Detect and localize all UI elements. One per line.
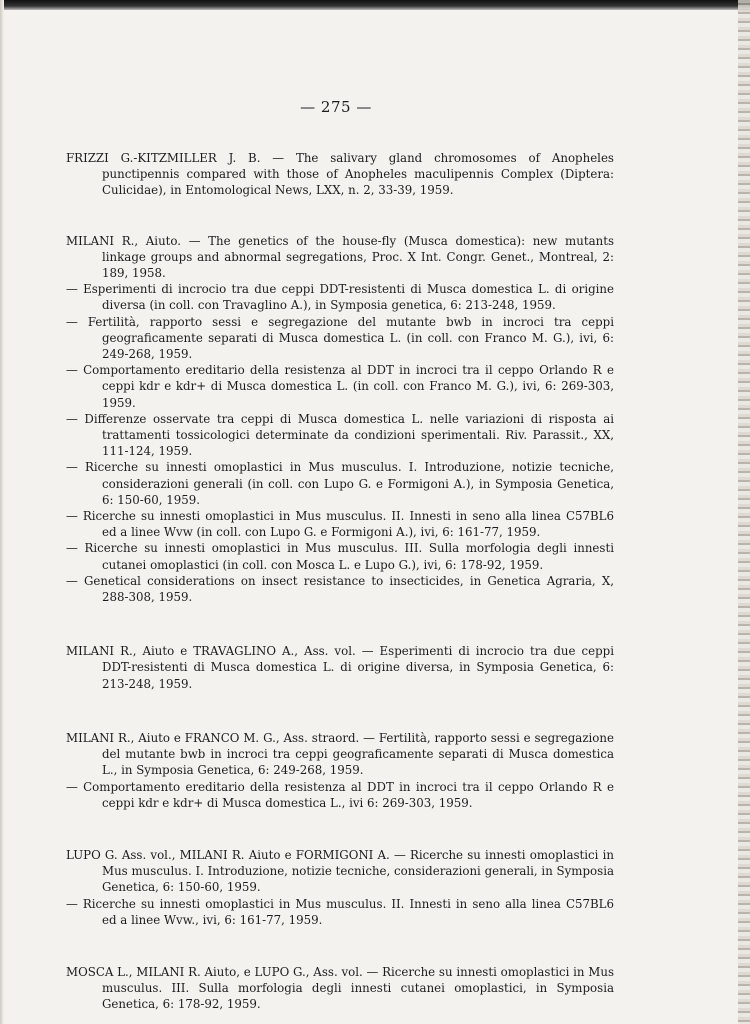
citation: MILANI R., Aiuto. — The genetics of the house-fly (Musca domestica): new mutants linkage groups and abnormal segregations, Proc. X Int. Congr. Genet., Montreal, 2: 189, 1958.: [66, 233, 614, 281]
citation: — Esperimenti di incrocio tra due ceppi DDT-resistenti di Musca domestica L. di origine diversa (in coll. con Travaglino A.), in Symposia genetica, 6: 213-248, 1959.: [66, 282, 614, 313]
citation: — Ricerche su innesti omoplastici in Mus musculus. I. Introduzione, notizie tecniche, considerazioni generali (in coll. con Lupo G. e Formigoni A.), in Symposia Genetica, 6: 150-60, 1959.: [66, 460, 614, 507]
scan-left-edge: [0, 0, 4, 1024]
bibliography-entry-mosca: [66, 964, 614, 1013]
bibliography-list: [66, 150, 614, 1013]
citation: — Ricerche su innesti omoplastici in Mus musculus. II. Innesti in seno alla linea C57BL6 ed a linee Wvw (in coll. con Lupo G. e Formigoni A.), ivi, 6: 161-77, 1959.: [66, 509, 614, 540]
citation: MILANI R., Aiuto e TRAVAGLINO A., Ass. vol. — Esperimenti di incrocio tra due ceppi DDT-resistenti di Musca domestica L. di origine diversa, in Symposia Genetica, 6: 213-248, 1959.: [66, 644, 614, 691]
citation: — Genetical considerations on insect resistance to insecticides, in Genetica Agraria, X, 288-308, 1959.: [66, 573, 614, 605]
bibliography-entry-frizzi: [66, 150, 614, 199]
citation: — Comportamento ereditario della resistenza al DDT in incroci tra il ceppo Orlando R e ceppi kdr e kdr+ di Musca domestica L., ivi 6: 269-303, 1959.: [66, 779, 614, 810]
citation: — Ricerche su innesti omoplastici in Mus musculus. III. Sulla morfologia degli innesti cutanei omoplastici (in coll. con Mosca L. e Lupo G.), ivi, 6: 178-92, 1959.: [66, 541, 614, 572]
citation: MOSCA L., MILANI R. Aiuto, e LUPO G., Ass. vol. — Ricerche su innesti omoplastici in Mus musculus. III. Sulla morfologia degli innesti cutanei omoplastici, in Symposia Genetica, 6: 178-92, 1959.: [66, 964, 614, 1012]
citation: LUPO G. Ass. vol., MILANI R. Aiuto e FORMIGONI A. — Ricerche su innesti omoplastici in Mus musculus. I. Introduzione, notizie tecniche, considerazioni generali, in Symposia Genetica, 6: 150-60, 1959.: [66, 847, 614, 895]
scan-right-edge: [738, 0, 750, 1024]
bibliography-entry-milani-travaglino: [66, 643, 614, 692]
citation: — Ricerche su innesti omoplastici in Mus musculus. II. Innesti in seno alla linea C57BL6 ed a linee Wvw., ivi, 6: 161-77, 1959.: [66, 896, 614, 927]
citation: — Differenze osservate tra ceppi di Musca domestica L. nelle variazioni di risposta ai trattamenti tossicologici determinate da condizioni sperimentali. Riv. Parassit., XX, 111-124, 1959.: [66, 411, 614, 459]
bibliography-entry-milani: [66, 233, 614, 606]
citation: — Comportamento ereditario della resistenza al DDT in incroci tra il ceppo Orlando R e ceppi kdr e kdr+ di Musca domestica L. (in coll. con Franco M. G.), ivi, 6: 269-303, 1959.: [66, 363, 614, 410]
citation: FRIZZI G.-KITZMILLER J. B. — The salivary gland chromosomes of Anopheles punctipennis compared with those of Anopheles maculipennis Complex (Diptera: Culicidae), in Entomological News, LXX, n. 2, 33-39, 1959.: [66, 151, 614, 198]
citation: MILANI R., Aiuto e FRANCO M. G., Ass. straord. — Fertilità, rapporto sessi e segregazione del mutante bwb in incroci tra ceppi geograficamente separati di Musca domestica L., in Symposia Genetica, 6: 249-268, 1959.: [66, 730, 614, 778]
citation: — Fertilità, rapporto sessi e segregazione del mutante bwb in incroci tra ceppi geograficamente separati di Musca domestica L. (in coll. con Franco M. G.), ivi, 6: 249-268, 1959.: [66, 314, 614, 362]
bibliography-entry-lupo: [66, 847, 614, 928]
scan-top-border: [0, 0, 750, 10]
bibliography-entry-milani-franco: [66, 730, 614, 811]
page-number: — 275 —: [300, 98, 372, 116]
